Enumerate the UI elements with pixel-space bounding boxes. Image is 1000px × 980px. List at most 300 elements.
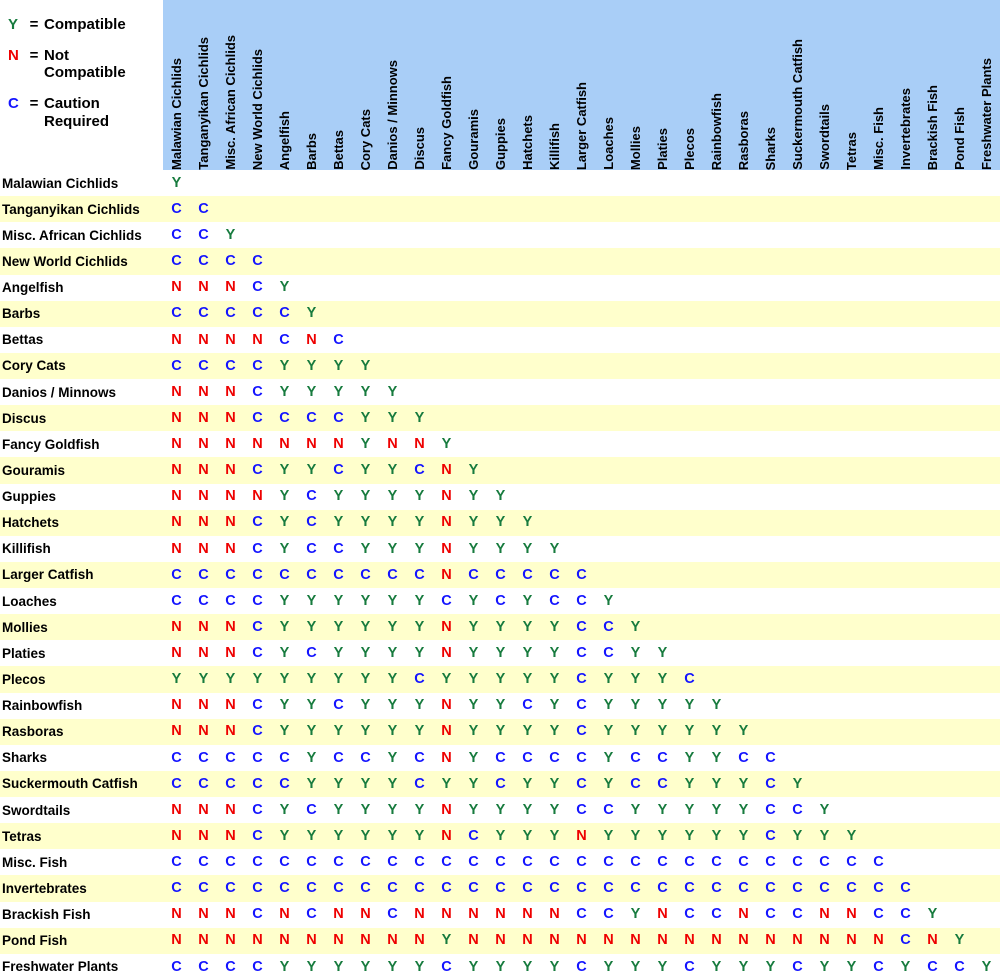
matrix-cell: C <box>576 854 587 871</box>
matrix-cell: C <box>225 592 236 609</box>
row-label: Killifish <box>2 541 51 557</box>
matrix-cell: Y <box>549 958 560 975</box>
matrix-cell: N <box>846 906 857 923</box>
matrix-cell: N <box>387 932 398 949</box>
matrix-cell: Y <box>360 958 371 975</box>
row-label: Danios / Minnows <box>2 384 117 400</box>
matrix-cell: Y <box>225 671 236 688</box>
matrix-cell: Y <box>549 827 560 844</box>
matrix-cell: C <box>792 906 803 923</box>
matrix-cell: C <box>630 880 641 897</box>
column-headers <box>163 0 1000 170</box>
column-header <box>541 0 568 170</box>
matrix-cell: Y <box>549 801 560 818</box>
column-header <box>946 0 973 170</box>
matrix-cell: Y <box>495 488 506 505</box>
matrix-cell: Y <box>468 462 479 479</box>
matrix-cell: C <box>171 854 182 871</box>
matrix-cell: Y <box>414 958 425 975</box>
matrix-cell: C <box>198 227 209 244</box>
matrix-cell: C <box>333 880 344 897</box>
matrix-cell: C <box>522 566 533 583</box>
matrix-cell: C <box>198 880 209 897</box>
matrix-cell: N <box>171 801 182 818</box>
matrix-cell: C <box>468 854 479 871</box>
matrix-cell: Y <box>414 592 425 609</box>
column-header-label: Barbs <box>304 133 319 170</box>
matrix-row <box>0 771 1000 797</box>
matrix-cell: N <box>441 488 452 505</box>
column-header-label: Hatchets <box>520 115 535 170</box>
row-label: Swordtails <box>2 802 71 818</box>
matrix-cell: Y <box>684 801 695 818</box>
matrix-row <box>0 222 1000 248</box>
row-label: Gouramis <box>2 462 66 478</box>
matrix-cell: Y <box>414 540 425 557</box>
matrix-cell: Y <box>468 618 479 635</box>
matrix-cell: Y <box>495 671 506 688</box>
matrix-cell: C <box>549 854 560 871</box>
matrix-cell: Y <box>468 801 479 818</box>
matrix-cell: C <box>819 880 830 897</box>
matrix-cell: Y <box>522 671 533 688</box>
matrix-cell: N <box>684 932 695 949</box>
matrix-cell: Y <box>792 827 803 844</box>
matrix-cell: Y <box>279 488 290 505</box>
matrix-cell: C <box>252 827 263 844</box>
column-header <box>784 0 811 170</box>
matrix-cell: Y <box>441 671 452 688</box>
matrix-cell: C <box>306 880 317 897</box>
matrix-cell: Y <box>387 749 398 766</box>
matrix-row <box>0 640 1000 666</box>
matrix-cell: Y <box>630 618 641 635</box>
matrix-cell: C <box>441 958 452 975</box>
matrix-cell: C <box>306 488 317 505</box>
matrix-row <box>0 431 1000 457</box>
legend-symbol-not-compatible: N <box>8 46 19 64</box>
matrix-cell: C <box>225 305 236 322</box>
row-label: Tetras <box>2 828 42 844</box>
matrix-cell: C <box>414 775 425 792</box>
matrix-cell: C <box>657 775 668 792</box>
matrix-cell: Y <box>171 671 182 688</box>
matrix-cell: C <box>765 880 776 897</box>
matrix-cell: Y <box>981 958 992 975</box>
matrix-cell: Y <box>414 514 425 531</box>
column-header-label: Gouramis <box>466 109 481 170</box>
legend-label-caution: Caution Required <box>44 95 110 130</box>
matrix-row <box>0 196 1000 222</box>
matrix-cell: N <box>819 906 830 923</box>
matrix-cell: C <box>711 880 722 897</box>
matrix-cell: C <box>279 409 290 426</box>
matrix-cell: N <box>819 932 830 949</box>
matrix-cell: C <box>171 958 182 975</box>
matrix-cell: Y <box>306 958 317 975</box>
matrix-cell: N <box>171 331 182 348</box>
matrix-cell: Y <box>333 645 344 662</box>
matrix-cell: N <box>225 906 236 923</box>
matrix-cell: Y <box>279 645 290 662</box>
column-header <box>460 0 487 170</box>
column-header <box>973 0 1000 170</box>
column-header-label: Plecos <box>682 128 697 170</box>
matrix-row <box>0 954 1000 980</box>
matrix-cell: N <box>198 488 209 505</box>
matrix-cell: N <box>657 906 668 923</box>
matrix-cell: Y <box>522 540 533 557</box>
column-header-label: Tetras <box>844 131 859 170</box>
matrix-cell: Y <box>414 827 425 844</box>
matrix-cell: Y <box>711 958 722 975</box>
matrix-cell: N <box>576 827 587 844</box>
matrix-cell: Y <box>954 932 965 949</box>
matrix-cell: Y <box>360 775 371 792</box>
matrix-cell: Y <box>495 540 506 557</box>
matrix-cell: N <box>441 540 452 557</box>
matrix-cell: Y <box>360 671 371 688</box>
matrix-cell: N <box>171 462 182 479</box>
matrix-cell: N <box>171 279 182 296</box>
matrix-cell: C <box>414 671 425 688</box>
matrix-row <box>0 693 1000 719</box>
matrix-cell: C <box>279 880 290 897</box>
matrix-cell: C <box>468 827 479 844</box>
column-header <box>811 0 838 170</box>
matrix-cell: Y <box>414 645 425 662</box>
matrix-cell: Y <box>495 801 506 818</box>
matrix-cell: C <box>441 854 452 871</box>
matrix-cell: Y <box>657 671 668 688</box>
matrix-cell: Y <box>306 618 317 635</box>
matrix-cell: Y <box>414 409 425 426</box>
matrix-cell: C <box>900 932 911 949</box>
matrix-cell: Y <box>414 697 425 714</box>
matrix-cell: Y <box>414 618 425 635</box>
matrix-cell: Y <box>360 436 371 453</box>
matrix-cell: N <box>225 279 236 296</box>
matrix-cell: C <box>873 906 884 923</box>
matrix-cell: N <box>414 932 425 949</box>
matrix-cell: C <box>306 645 317 662</box>
matrix-cell: N <box>711 932 722 949</box>
matrix-cell: C <box>603 645 614 662</box>
matrix-cell: C <box>198 566 209 583</box>
matrix-cell: C <box>360 880 371 897</box>
matrix-cell: Y <box>657 801 668 818</box>
matrix-cell: C <box>765 775 776 792</box>
matrix-cell: Y <box>360 697 371 714</box>
matrix-cell: N <box>225 409 236 426</box>
matrix-row <box>0 614 1000 640</box>
column-header <box>568 0 595 170</box>
matrix-cell: C <box>846 880 857 897</box>
matrix-cell: C <box>684 880 695 897</box>
matrix-cell: C <box>171 227 182 244</box>
matrix-cell: C <box>738 749 749 766</box>
matrix-cell: N <box>306 436 317 453</box>
row-label: Rasboras <box>2 724 64 740</box>
matrix-cell: N <box>252 932 263 949</box>
matrix-cell: C <box>333 749 344 766</box>
column-header <box>190 0 217 170</box>
matrix-cell: Y <box>495 723 506 740</box>
matrix-cell: N <box>225 827 236 844</box>
matrix-cell: N <box>198 383 209 400</box>
matrix-cell: C <box>252 279 263 296</box>
matrix-cell: Y <box>549 775 560 792</box>
matrix-row <box>0 745 1000 771</box>
matrix-cell: C <box>792 854 803 871</box>
matrix-cell: Y <box>468 514 479 531</box>
column-header-label: Pond Fish <box>952 107 967 170</box>
matrix-cell: C <box>225 854 236 871</box>
matrix-cell: Y <box>468 775 479 792</box>
matrix-cell: C <box>252 697 263 714</box>
matrix-cell: Y <box>522 775 533 792</box>
matrix-cell: Y <box>468 723 479 740</box>
matrix-cell: N <box>441 462 452 479</box>
matrix-row <box>0 797 1000 823</box>
matrix-cell: Y <box>522 592 533 609</box>
row-label: Guppies <box>2 489 57 505</box>
matrix-cell: N <box>171 436 182 453</box>
matrix-cell: Y <box>495 645 506 662</box>
matrix-row <box>0 457 1000 483</box>
matrix-cell: C <box>576 880 587 897</box>
matrix-cell: C <box>765 906 776 923</box>
matrix-cell: C <box>468 566 479 583</box>
matrix-cell: N <box>360 906 371 923</box>
matrix-row <box>0 928 1000 954</box>
matrix-cell: C <box>414 462 425 479</box>
matrix-cell: C <box>171 880 182 897</box>
matrix-cell: C <box>576 697 587 714</box>
matrix-cell: Y <box>279 462 290 479</box>
matrix-cell: C <box>684 906 695 923</box>
matrix-cell: N <box>603 932 614 949</box>
matrix-cell: Y <box>495 697 506 714</box>
matrix-cell: N <box>441 801 452 818</box>
matrix-cell: Y <box>387 801 398 818</box>
matrix-cell: C <box>414 854 425 871</box>
matrix-cell: Y <box>333 775 344 792</box>
matrix-cell: Y <box>306 723 317 740</box>
matrix-cell: C <box>252 801 263 818</box>
matrix-cell: Y <box>441 775 452 792</box>
column-header-label: Cory Cats <box>358 108 373 170</box>
matrix-cell: C <box>522 880 533 897</box>
matrix-cell: Y <box>522 618 533 635</box>
matrix-cell: Y <box>306 383 317 400</box>
matrix-cell: Y <box>360 827 371 844</box>
matrix-cell: Y <box>630 671 641 688</box>
matrix-row <box>0 484 1000 510</box>
row-label: Fancy Goldfish <box>2 436 100 452</box>
matrix-cell: Y <box>387 618 398 635</box>
matrix-cell: C <box>441 880 452 897</box>
matrix-cell: N <box>441 618 452 635</box>
matrix-row <box>0 719 1000 745</box>
matrix-cell: Y <box>387 409 398 426</box>
matrix-row <box>0 902 1000 928</box>
matrix-cell: Y <box>360 383 371 400</box>
matrix-cell: Y <box>711 723 722 740</box>
column-header <box>325 0 352 170</box>
matrix-cell: Y <box>387 488 398 505</box>
matrix-cell: Y <box>630 958 641 975</box>
matrix-cell: C <box>954 958 965 975</box>
matrix-cell: N <box>225 932 236 949</box>
matrix-cell: N <box>441 697 452 714</box>
matrix-cell: C <box>252 357 263 374</box>
matrix-cell: Y <box>711 827 722 844</box>
column-header <box>622 0 649 170</box>
column-header-label: Misc. Fish <box>871 107 886 170</box>
matrix-cell: Y <box>468 645 479 662</box>
matrix-cell: C <box>252 906 263 923</box>
matrix-cell: N <box>468 932 479 949</box>
column-header <box>352 0 379 170</box>
matrix-cell: Y <box>333 958 344 975</box>
matrix-cell: C <box>198 357 209 374</box>
legend-symbol-caution: C <box>8 95 19 113</box>
row-label: Bettas <box>2 332 44 348</box>
matrix-cell: Y <box>522 723 533 740</box>
column-header-label: Tanganyikan Cichlids <box>196 37 211 170</box>
matrix-cell: Y <box>306 592 317 609</box>
matrix-cell: C <box>495 749 506 766</box>
matrix-row <box>0 301 1000 327</box>
matrix-cell: C <box>279 331 290 348</box>
matrix-cell: Y <box>414 723 425 740</box>
matrix-cell: Y <box>279 958 290 975</box>
matrix-cell: C <box>279 305 290 322</box>
matrix-cell: C <box>630 775 641 792</box>
matrix-cell: C <box>549 880 560 897</box>
matrix-cell: C <box>306 514 317 531</box>
matrix-cell: N <box>468 906 479 923</box>
matrix-cell: N <box>225 723 236 740</box>
column-header <box>892 0 919 170</box>
matrix-cell: C <box>549 566 560 583</box>
matrix-cell: C <box>252 618 263 635</box>
matrix-cell: Y <box>819 801 830 818</box>
column-header-label: Malawian Cichlids <box>169 58 184 170</box>
matrix-cell: N <box>198 618 209 635</box>
matrix-cell: Y <box>279 540 290 557</box>
matrix-cell: Y <box>279 383 290 400</box>
matrix-cell: N <box>171 645 182 662</box>
matrix-cell: N <box>333 436 344 453</box>
matrix-cell: C <box>306 801 317 818</box>
row-label: Cory Cats <box>2 358 66 374</box>
matrix-cell: N <box>171 932 182 949</box>
matrix-cell: Y <box>387 723 398 740</box>
matrix-cell: C <box>576 723 587 740</box>
matrix-cell: N <box>225 801 236 818</box>
matrix-cell: N <box>522 932 533 949</box>
matrix-cell: N <box>441 566 452 583</box>
matrix-cell: N <box>522 906 533 923</box>
matrix-cell: Y <box>279 592 290 609</box>
matrix-cell: N <box>306 932 317 949</box>
legend <box>8 16 160 130</box>
matrix-cell: N <box>198 436 209 453</box>
matrix-cell: C <box>792 958 803 975</box>
matrix-cell: N <box>279 932 290 949</box>
matrix-cell: Y <box>603 723 614 740</box>
matrix-cell: Y <box>900 958 911 975</box>
matrix-row <box>0 327 1000 353</box>
matrix-cell: N <box>198 906 209 923</box>
legend-item-compatible <box>8 16 160 34</box>
matrix-cell: C <box>225 253 236 270</box>
matrix-cell: C <box>171 200 182 217</box>
matrix-cell: Y <box>333 723 344 740</box>
column-header-label: Rasboras <box>736 110 751 170</box>
matrix-cell: C <box>387 854 398 871</box>
matrix-cell: Y <box>306 749 317 766</box>
matrix-cell: Y <box>711 697 722 714</box>
column-header-label: Sharks <box>763 126 778 170</box>
row-label: Mollies <box>2 619 48 635</box>
column-header <box>217 0 244 170</box>
row-label: Rainbowfish <box>2 698 83 714</box>
matrix-cell: N <box>225 618 236 635</box>
matrix-row <box>0 248 1000 274</box>
matrix-cell: N <box>225 540 236 557</box>
row-label: Tanganyikan Cichlids <box>2 201 140 217</box>
matrix-cell: C <box>846 854 857 871</box>
matrix-cell: C <box>252 305 263 322</box>
matrix-cell: C <box>171 305 182 322</box>
matrix-cell: Y <box>333 671 344 688</box>
matrix-cell: Y <box>279 514 290 531</box>
matrix-cell: Y <box>360 514 371 531</box>
matrix-cell: Y <box>468 671 479 688</box>
matrix-cell: Y <box>360 488 371 505</box>
matrix-cell: C <box>198 958 209 975</box>
matrix-cell: Y <box>549 645 560 662</box>
matrix-cell: C <box>576 645 587 662</box>
column-header <box>649 0 676 170</box>
matrix-cell: C <box>225 357 236 374</box>
matrix-cell: C <box>225 958 236 975</box>
matrix-cell: Y <box>387 462 398 479</box>
matrix-cell: C <box>333 854 344 871</box>
column-header <box>487 0 514 170</box>
matrix-cell: C <box>792 880 803 897</box>
matrix-cell: N <box>252 331 263 348</box>
matrix-cell: Y <box>306 775 317 792</box>
matrix-cell: C <box>576 958 587 975</box>
legend-symbol-compatible: Y <box>8 16 19 33</box>
column-header-label: Danios / Minnows <box>385 60 400 170</box>
matrix-cell: Y <box>333 827 344 844</box>
matrix-cell: C <box>252 566 263 583</box>
matrix-cell: Y <box>441 932 452 949</box>
matrix-cell: Y <box>603 827 614 844</box>
matrix-cell: C <box>279 775 290 792</box>
column-header-label: Brackish Fish <box>925 84 940 170</box>
legend-item-not-compatible <box>8 47 160 82</box>
matrix-cell: C <box>873 854 884 871</box>
matrix-cell: Y <box>603 697 614 714</box>
matrix-cell: C <box>441 592 452 609</box>
matrix-cell: N <box>171 488 182 505</box>
